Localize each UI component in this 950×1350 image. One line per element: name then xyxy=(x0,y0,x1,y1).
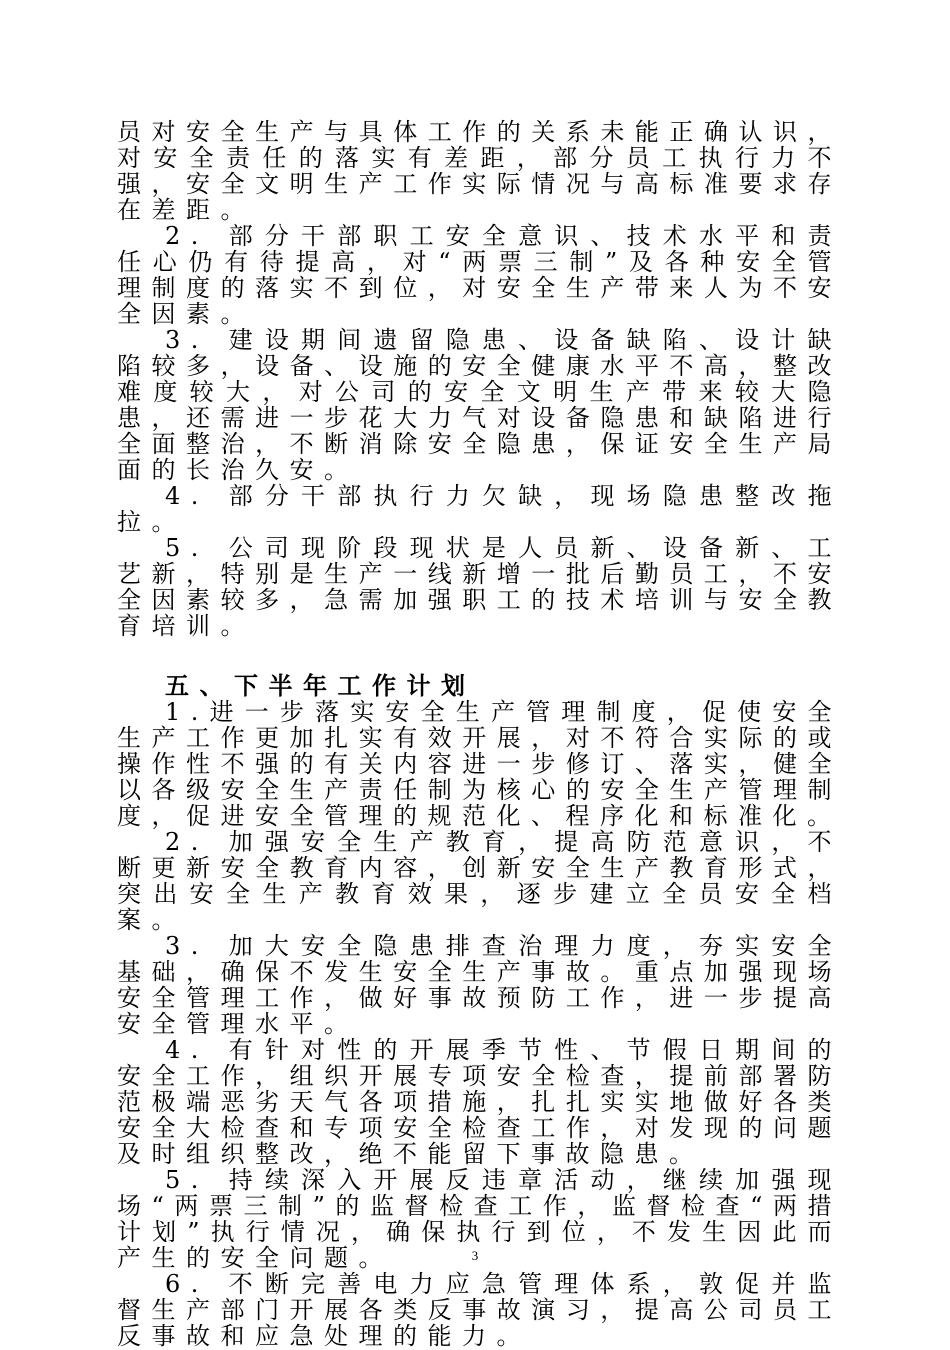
page-number: 3 xyxy=(471,1248,479,1263)
plan-item-4: 4. 有针对性的开展季节性、节假日期间的安全工作，组织开展专项安全检查，提前部署防范极端恶劣天气各项措施，扎扎实实地做好各类安全大检查和专项安全检查工作，对发现的问题及时组织整改，绝不能留下事故隐患。 xyxy=(117,1036,842,1168)
plan-item-6: 6. 不断完善电力应急管理体系，敦促并监督生产部门开展各类反事故演习，提高公司员工反事故和应急处理的能力。 xyxy=(117,1270,842,1350)
paragraph-item-5: 5. 公司现阶段现状是人员新、设备新、工艺新，特别是生产一线新增一批后勤员工，不安全因素较多，急需加强职工的技术培训与安全教育培训。 xyxy=(117,534,842,640)
section-heading: 五、下半年工作计划 xyxy=(165,671,476,700)
plan-item-5: 5. 持续深入开展反违章活动，继续加强现场“两票三制”的监督检查工作，监督检查“两措计划”执行情况，确保执行到位，不发生因此而产生的安全问题。 xyxy=(117,1166,842,1272)
paragraph-continuation: 员对安全生产与具体工作的关系未能正确认识，对安全责任的落实有差距，部分员工执行力不强，安全文明生产工作实际情况与高标准要求存在差距。 xyxy=(117,118,842,224)
paragraph-item-3: 3. 建设期间遗留隐患、设备缺陷、设计缺陷较多，设备、设施的安全健康水平不高，整改难度较大，对公司的安全文明生产带来较大隐患，还需进一步花大力气对设备隐患和缺陷进行全面整治，不断消除安全隐患，保证安全生产局面的长治久安。 xyxy=(117,326,842,484)
plan-item-3: 3. 加大安全隐患排查治理力度，夯实安全基础，确保不发生安全生产事故。重点加强现场安全管理工作，做好事故预防工作，进一步提高安全管理水平。 xyxy=(117,932,842,1038)
document-body xyxy=(117,119,842,1349)
paragraph-item-4: 4. 部分干部执行力欠缺，现场隐患整改拖拉。 xyxy=(117,482,842,536)
plan-item-1: 1.进一步落实安全生产管理制度，促使安全生产工作更加扎实有效开展，对不符合实际的或操作性不强的有关内容进一步修订、落实，健全以各级安全生产责任制为核心的安全生产管理制度，促进安全管理的规范化、程序化和标准化。 xyxy=(117,698,842,830)
paragraph-item-2: 2. 部分干部职工安全意识、技术水平和责任心仍有待提高，对“两票三制”及各种安全管理制度的落实不到位，对安全生产带来人为不安全因素。 xyxy=(117,222,842,328)
plan-item-2: 2. 加强安全生产教育，提高防范意识，不断更新安全教育内容，创新安全生产教育形式，突出安全生产教育效果，逐步建立全员安全档案。 xyxy=(117,828,842,934)
